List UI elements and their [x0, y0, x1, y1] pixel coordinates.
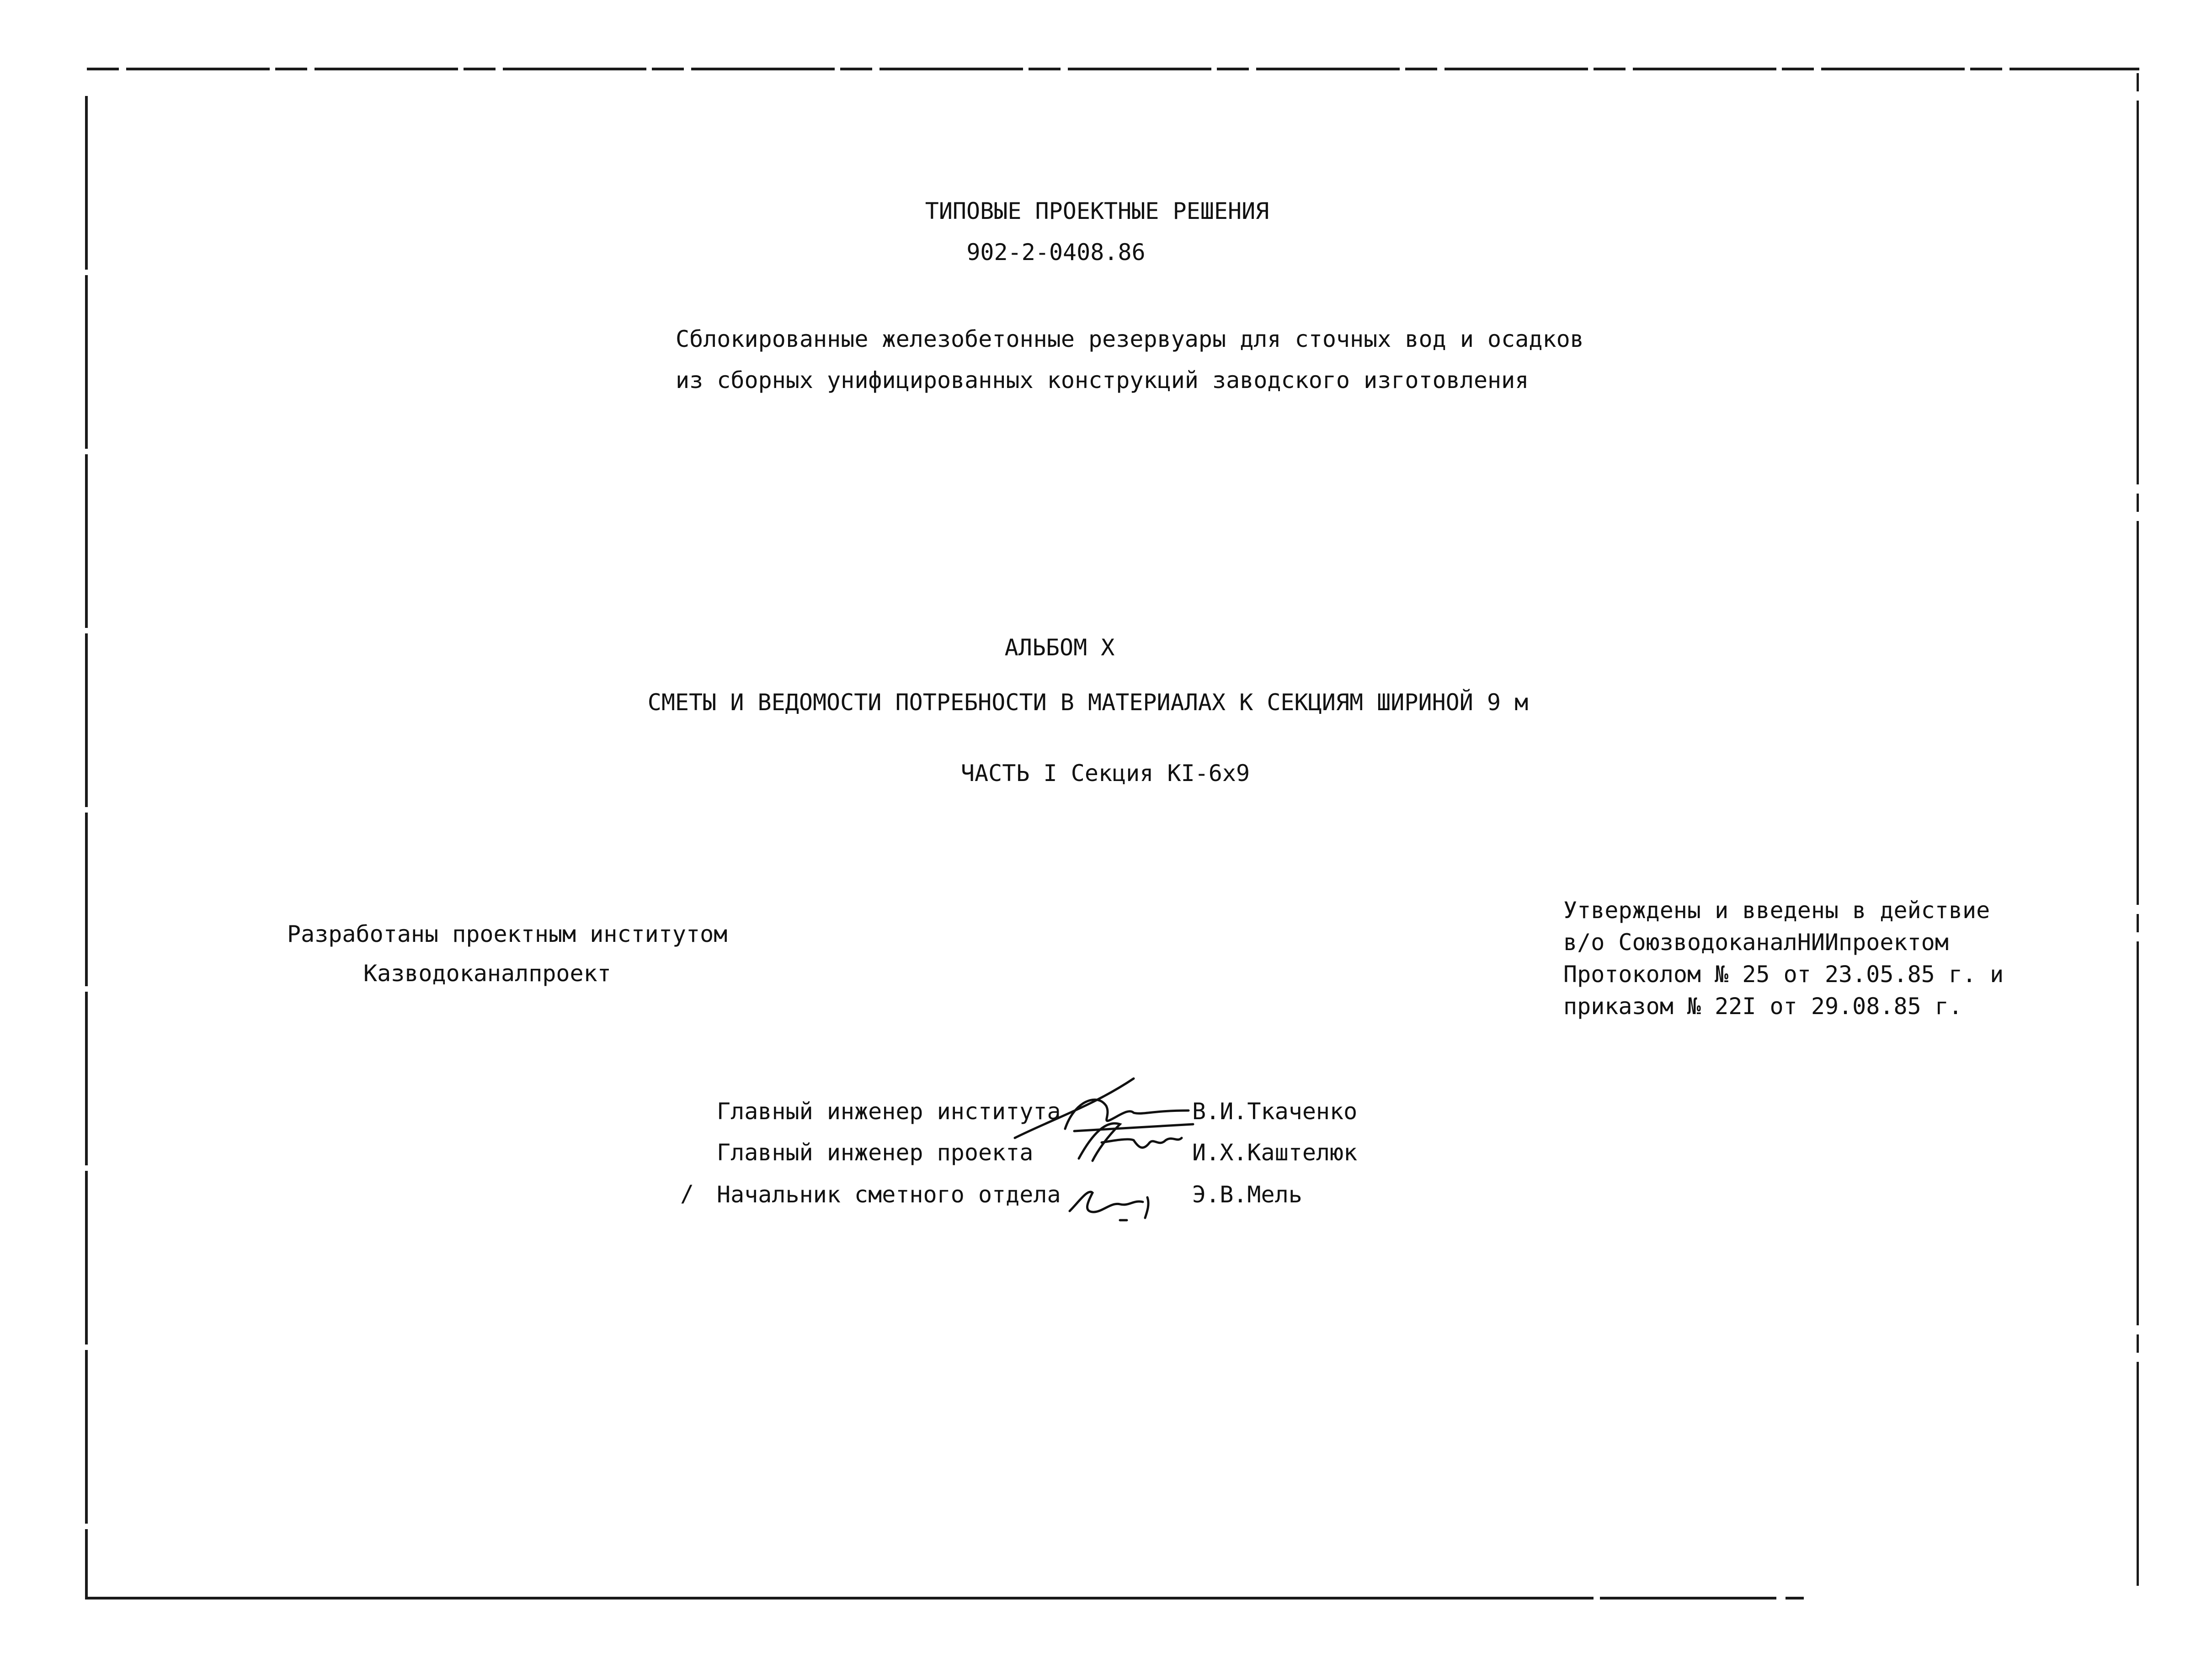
- approval-line-2: в/о СоюзводоканалНИИпроектом: [1563, 929, 1949, 956]
- approval-line-4: приказом № 22I от 29.08.85 г.: [1563, 993, 1962, 1020]
- frame-bottom-line: [85, 1597, 1804, 1600]
- document-code: 902-2-0408.86: [966, 239, 1146, 266]
- handwritten-signature-3: [1061, 1174, 1161, 1225]
- developer-line-1: Разработаны проектным институтом: [287, 921, 728, 947]
- subject-line-1: Сблокированные железобетонные резервуары для сточных вод и осадков: [676, 326, 1584, 352]
- album-label: АЛЬБОМ Х: [1004, 634, 1115, 661]
- signature-name-2: И.Х.Каштелюк: [1192, 1139, 1358, 1166]
- frame-right-line: [2137, 73, 2139, 1586]
- subject-line-2: из сборных унифицированных конструкций заводского изготовления: [676, 367, 1529, 393]
- slash-mark: /: [680, 1180, 694, 1207]
- frame-left-line: [85, 96, 88, 1600]
- approval-line-3: Протоколом № 25 от 23.05.85 г. и: [1563, 961, 2004, 988]
- handwritten-signature-2: [1065, 1115, 1193, 1170]
- approval-line-1: Утверждены и введены в действие: [1563, 897, 1990, 924]
- document-title: ТИПОВЫЕ ПРОЕКТНЫЕ РЕШЕНИЯ: [925, 198, 1269, 224]
- signature-name-1: В.И.Ткаченко: [1192, 1098, 1358, 1125]
- frame-top-line: [87, 68, 2139, 70]
- album-part: ЧАСТЬ I Секция КI-6х9: [960, 760, 1250, 786]
- signature-role-2: Главный инженер проекта: [717, 1139, 1034, 1166]
- signature-role-3: Начальник сметного отдела: [717, 1181, 1061, 1208]
- developer-line-2: Казводоканалпроект: [363, 960, 611, 987]
- signature-name-3: Э.В.Мель: [1192, 1181, 1302, 1208]
- signature-role-1: Главный инженер института: [717, 1098, 1061, 1125]
- album-title: СМЕТЫ И ВЕДОМОСТИ ПОТРЕБНОСТИ В МАТЕРИАЛАХ К СЕКЦИЯМ ШИРИНОЙ 9 м: [647, 689, 1529, 716]
